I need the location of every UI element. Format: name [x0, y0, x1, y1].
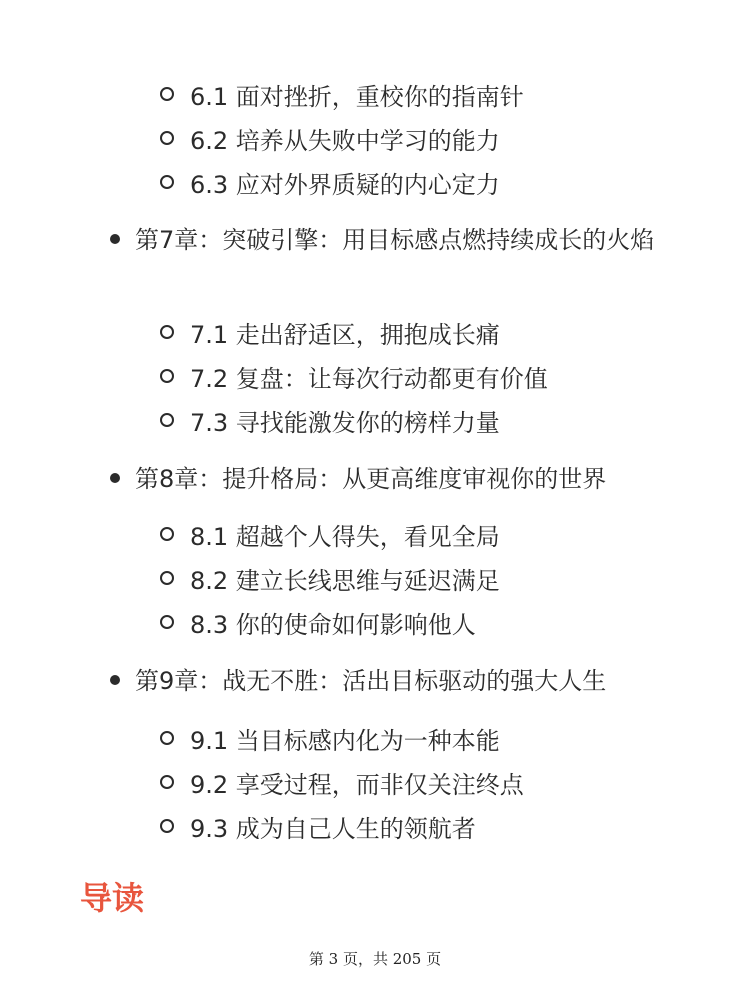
dot-bullet-icon	[110, 675, 120, 685]
list-item-8-2	[160, 556, 500, 600]
list-item-6-3	[160, 160, 500, 204]
section-label: 6.3 应对外界质疑的内心定力	[190, 170, 500, 199]
circle-bullet-icon	[160, 87, 174, 101]
circle-bullet-icon	[160, 527, 174, 541]
list-item-7-1	[160, 310, 500, 354]
section-label: 9.3 成为自己人生的领航者	[190, 814, 476, 843]
section-label: 6.1 面对挫折，重校你的指南针	[190, 82, 524, 111]
section-label: 9.2 享受过程，而非仅关注终点	[190, 770, 524, 799]
list-item-8-3	[160, 600, 476, 644]
list-item-9-2	[160, 760, 524, 804]
circle-bullet-icon	[160, 175, 174, 189]
list-item-9-1	[160, 716, 500, 760]
circle-bullet-icon	[160, 413, 174, 427]
list-item-6-1	[160, 72, 524, 116]
circle-bullet-icon	[160, 369, 174, 383]
section-label: 8.1 超越个人得失，看见全局	[190, 522, 500, 551]
dot-bullet-icon	[110, 234, 120, 244]
chapter-item-7	[110, 218, 670, 262]
list-item-7-3	[160, 398, 500, 442]
dot-bullet-icon	[110, 473, 120, 483]
page-indicator: 第 3 页，共 205 页	[308, 950, 442, 968]
chapter-title: 第7章：突破引擎：用目标感点燃持续成长的火焰	[135, 226, 655, 254]
section-heading: 导读	[80, 879, 145, 917]
circle-bullet-icon	[160, 819, 174, 833]
chapter-item-8	[110, 457, 670, 501]
circle-bullet-icon	[160, 325, 174, 339]
circle-bullet-icon	[160, 615, 174, 629]
list-item-7-2	[160, 354, 548, 398]
section-label: 7.1 走出舒适区，拥抱成长痛	[190, 320, 500, 349]
list-item-9-3	[160, 804, 476, 848]
circle-bullet-icon	[160, 131, 174, 145]
section-label: 8.3 你的使命如何影响他人	[190, 610, 476, 639]
chapter-title: 第8章：提升格局：从更高维度审视你的世界	[135, 465, 607, 493]
list-item-6-2	[160, 116, 500, 160]
chapter-title: 第9章：战无不胜：活出目标驱动的强大人生	[135, 667, 607, 695]
section-label: 7.3 寻找能激发你的榜样力量	[190, 408, 500, 437]
circle-bullet-icon	[160, 775, 174, 789]
chapter-item-9	[110, 659, 670, 703]
section-label: 7.2 复盘：让每次行动都更有价值	[190, 364, 548, 393]
circle-bullet-icon	[160, 571, 174, 585]
section-label: 8.2 建立长线思维与延迟满足	[190, 566, 500, 595]
circle-bullet-icon	[160, 731, 174, 745]
section-label: 6.2 培养从失败中学习的能力	[190, 126, 500, 155]
list-item-8-1	[160, 512, 500, 556]
section-label: 9.1 当目标感内化为一种本能	[190, 726, 500, 755]
